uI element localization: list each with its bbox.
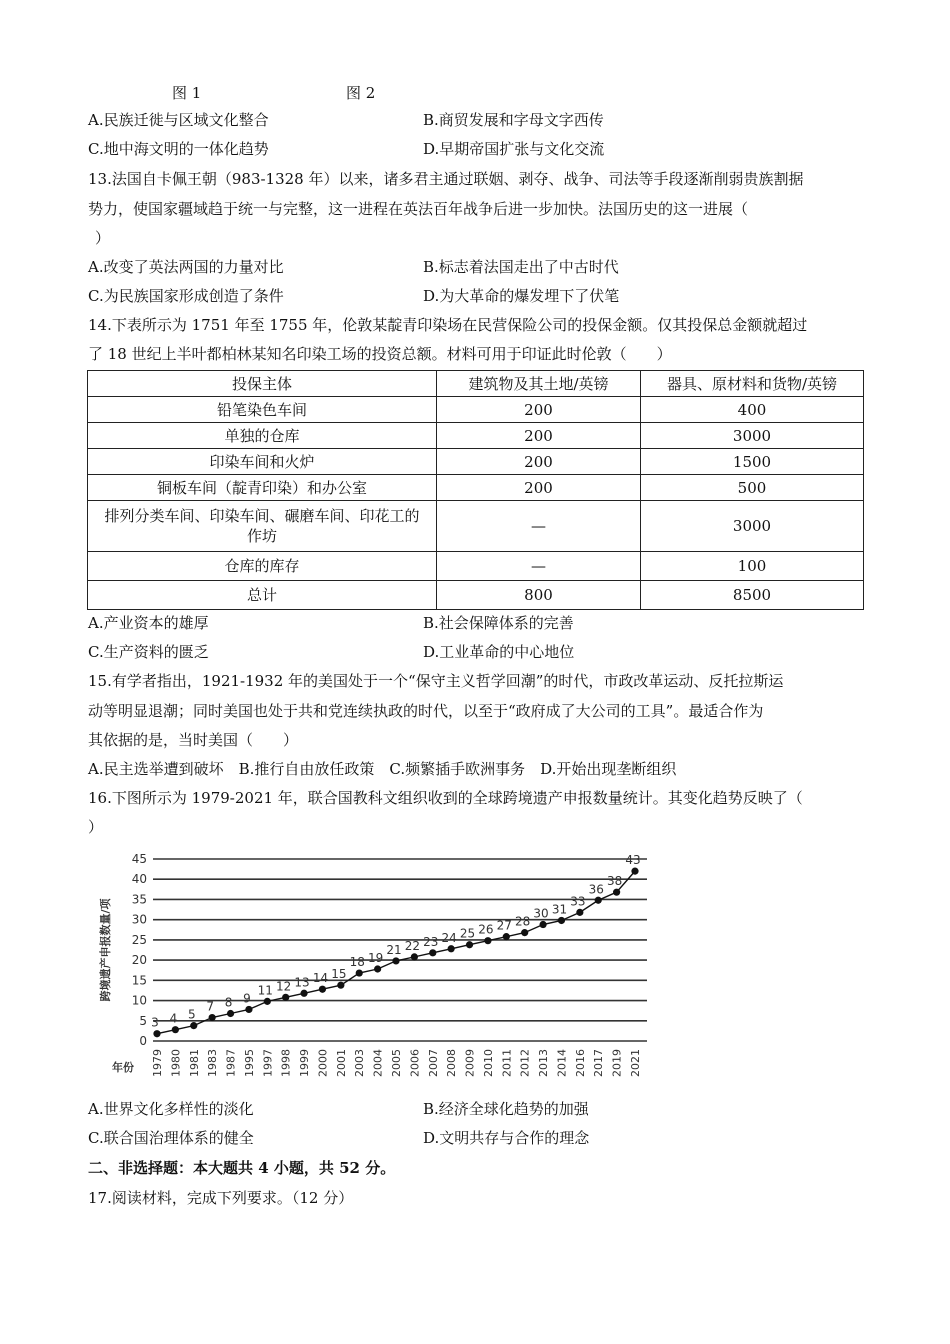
table-cell: 3000	[641, 501, 864, 552]
q12-option-a: A.民族迁徙与区域文化整合	[88, 111, 269, 129]
data-point	[576, 909, 583, 916]
x-tick-label: 1981	[187, 1049, 201, 1077]
data-point	[300, 990, 307, 997]
table-header: 建筑物及其土地/英镑	[437, 371, 641, 397]
figure-2-caption: 图 2	[346, 84, 376, 102]
q14-option-a: A.产业资本的雄厚	[88, 614, 209, 632]
x-tick-label: 1983	[206, 1049, 220, 1077]
data-point	[448, 945, 455, 952]
x-tick-label: 1998	[279, 1049, 293, 1077]
table-cell: 排列分类车间、印染车间、碾磨车间、印花工的作坊	[88, 501, 437, 552]
data-point	[595, 897, 602, 904]
table-cell: —	[437, 552, 641, 581]
data-point	[392, 957, 399, 964]
q15-stem-line-3: 其依据的是，当时美国（ ）	[88, 731, 299, 749]
x-tick-label: 2007	[426, 1049, 440, 1077]
data-label: 28	[515, 914, 531, 929]
table-cell: 总计	[88, 581, 437, 610]
data-point	[190, 1022, 197, 1029]
x-tick-label: 2017	[592, 1049, 606, 1077]
q14-option-b: B.社会保障体系的完善	[423, 614, 574, 632]
data-point	[374, 965, 381, 972]
x-tick-label: 1987	[224, 1049, 238, 1077]
table-cell: 仓库的库存	[88, 552, 437, 581]
y-tick-label: 15	[131, 973, 147, 988]
section-2-heading: 二、非选择题：本大题共 4 小题，共 52 分。	[88, 1159, 396, 1177]
data-label: 9	[243, 991, 251, 1006]
table-row	[88, 423, 864, 449]
q13-option-a: A.改变了英法两国的力量对比	[88, 258, 284, 276]
data-point	[503, 933, 510, 940]
data-point	[558, 917, 565, 924]
data-point	[356, 969, 363, 976]
table-cell: 100	[641, 552, 864, 581]
table-cell: 200	[437, 397, 641, 423]
data-point	[613, 889, 620, 896]
data-point	[466, 941, 473, 948]
table-cell: 1500	[641, 449, 864, 475]
data-label: 11	[257, 983, 273, 998]
data-label: 30	[533, 906, 549, 921]
y-tick-label: 0	[139, 1034, 147, 1048]
figure-1-caption: 图 1	[172, 84, 202, 102]
q12-option-b: B.商贸发展和字母文字西传	[423, 111, 604, 129]
table-row	[88, 581, 864, 610]
x-tick-label: 2016	[573, 1049, 587, 1077]
y-tick-label: 45	[131, 852, 147, 866]
x-tick-label: 1995	[242, 1049, 256, 1077]
q13-option-b: B.标志着法国走出了中古时代	[423, 258, 619, 276]
x-tick-label: 2010	[481, 1049, 495, 1077]
data-label: 25	[459, 926, 476, 941]
x-tick-label: 2014	[555, 1049, 569, 1077]
data-point	[539, 921, 546, 928]
table-cell: 200	[437, 475, 641, 501]
table-cell: 800	[437, 581, 641, 610]
data-label: 31	[551, 902, 568, 917]
table-cell: 单独的仓库	[88, 423, 437, 449]
x-tick-label: 2009	[463, 1049, 477, 1077]
data-label: 36	[588, 882, 604, 897]
data-label: 43	[625, 853, 641, 868]
x-tick-label: 2003	[353, 1049, 367, 1077]
table-header: 投保主体	[88, 371, 437, 397]
q13-stem-line-3: ）	[95, 229, 111, 247]
data-point	[484, 937, 491, 944]
data-label: 4	[169, 1011, 178, 1026]
data-label: 24	[441, 930, 457, 945]
x-tick-label: 2021	[629, 1049, 642, 1077]
x-tick-label: 2005	[390, 1049, 403, 1077]
y-axis-label: 跨境遗产申报数量/项	[99, 898, 112, 1002]
data-label: 3	[151, 1015, 159, 1030]
x-tick-label: 1999	[298, 1049, 312, 1077]
data-point	[411, 953, 418, 960]
y-tick-label: 25	[131, 932, 147, 947]
x-tick-label: 2012	[518, 1049, 532, 1077]
data-point	[153, 1030, 160, 1037]
x-axis-label: 年份	[112, 1061, 134, 1074]
table-cell: 3000	[641, 423, 864, 449]
q13-stem-line-1: 13.法国自卡佩王朝（983-1328 年）以来，诸多君主通过联姻、剥夺、战争、司法等手段逐渐削弱贵族割据	[88, 170, 804, 188]
q16-stem-line-2: ）	[88, 818, 104, 836]
y-tick-label: 30	[131, 912, 147, 927]
q16-option-d: D.文明共存与合作的理念	[423, 1129, 590, 1147]
y-tick-label: 5	[139, 1013, 147, 1028]
data-point	[172, 1026, 179, 1033]
heritage-chart-svg	[95, 845, 655, 1085]
x-tick-label: 2013	[537, 1049, 551, 1077]
table-header: 器具、原材料和货物/英镑	[641, 371, 864, 397]
x-tick-label: 1979	[151, 1049, 164, 1077]
q16-option-c: C.联合国治理体系的健全	[88, 1129, 254, 1147]
x-tick-label: 2008	[445, 1049, 459, 1077]
table-cell: —	[437, 501, 641, 552]
x-tick-label: 2001	[334, 1049, 348, 1077]
data-label: 15	[331, 967, 347, 982]
x-tick-label: 2000	[316, 1049, 330, 1077]
data-point	[631, 868, 638, 875]
data-label: 22	[404, 938, 421, 953]
y-tick-label: 40	[131, 872, 147, 887]
table-row	[88, 475, 864, 501]
q12-option-c: C.地中海文明的一体化趋势	[88, 140, 269, 158]
data-point	[282, 994, 289, 1001]
data-label: 19	[367, 951, 384, 966]
data-point	[521, 929, 528, 936]
x-tick-label: 2006	[408, 1049, 422, 1077]
x-tick-label: 2019	[610, 1049, 624, 1077]
q14-stem-line-1: 14.下表所示为 1751 年至 1755 年，伦敦某靛青印染场在民营保险公司的投保金额。仅其投保总金额就超过	[88, 316, 808, 334]
data-label: 8	[224, 995, 233, 1010]
data-point	[209, 1014, 216, 1021]
data-label: 14	[312, 971, 329, 986]
table-row	[88, 397, 864, 423]
data-point	[245, 1006, 252, 1013]
data-point	[319, 986, 326, 993]
data-point	[264, 998, 271, 1005]
q15-stem-line-2: 动等明显退潮；同时美国也处于共和党连续执政的时代，以至于“政府成了大公司的工具”。最适合作为	[88, 702, 764, 720]
q17-stem: 17.阅读材料，完成下列要求。（12 分）	[88, 1189, 354, 1207]
q14-option-c: C.生产资料的匮乏	[88, 643, 209, 661]
table-row	[88, 501, 864, 552]
data-point	[227, 1010, 234, 1017]
data-label: 33	[570, 894, 586, 909]
q16-option-b: B.经济全球化趋势的加强	[423, 1100, 589, 1118]
q16-stem-line-1: 16.下图所示为 1979-2021 年，联合国教科文组织收到的全球跨境遗产申报数量统计。其变化趋势反映了（	[88, 789, 803, 807]
q16-option-a: A.世界文化多样性的淡化	[88, 1100, 254, 1118]
data-point	[337, 982, 344, 989]
data-label: 21	[386, 942, 402, 957]
q15-options: A.民主选举遭到破坏 B.推行自由放任政策 C.频繁插手欧洲事务 D.开始出现垄断组织	[88, 760, 677, 778]
data-label: 5	[187, 1007, 196, 1022]
q13-stem-line-2: 势力，使国家疆域趋于统一与完整，这一进程在英法百年战争后进一步加快。法国历史的这一进展（	[88, 200, 749, 218]
y-tick-label: 10	[131, 993, 147, 1008]
q15-stem-line-1: 15.有学者指出，1921-1932 年的美国处于一个“保守主义哲学回潮”的时代，市政改革运动、反托拉斯运	[88, 672, 784, 690]
data-label: 12	[276, 979, 292, 994]
data-label: 26	[478, 922, 494, 937]
data-label: 7	[206, 999, 214, 1014]
table-cell: 500	[641, 475, 864, 501]
q13-option-d: D.为大革命的爆发埋下了伏笔	[423, 287, 620, 305]
x-tick-label: 2004	[371, 1049, 385, 1077]
x-tick-label: 1980	[169, 1049, 183, 1077]
data-label: 23	[423, 934, 439, 949]
x-tick-label: 2011	[500, 1049, 514, 1077]
table-cell: 印染车间和火炉	[88, 449, 437, 475]
table-row	[88, 552, 864, 581]
table-cell: 铜板车间（靛青印染）和办公室	[88, 475, 437, 501]
q14-stem-line-2: 了 18 世纪上半叶都柏林某知名印染工场的投资总额。材料可用于印证此时伦敦（ ）	[88, 345, 672, 363]
data-point	[429, 949, 436, 956]
x-tick-label: 1997	[261, 1049, 275, 1077]
table-cell: 200	[437, 449, 641, 475]
table-cell: 400	[641, 397, 864, 423]
table-cell: 铅笔染色车间	[88, 397, 437, 423]
q14-option-d: D.工业革命的中心地位	[423, 643, 575, 661]
data-label: 38	[606, 874, 623, 889]
data-label: 18	[349, 955, 365, 970]
heritage-chart	[95, 845, 655, 1085]
table-cell: 8500	[641, 581, 864, 610]
data-label: 27	[496, 918, 512, 933]
y-tick-label: 35	[131, 892, 147, 907]
insurance-table	[87, 370, 864, 610]
data-label: 13	[294, 975, 310, 990]
q12-option-d: D.早期帝国扩张与文化交流	[423, 140, 605, 158]
y-tick-label: 20	[131, 953, 147, 968]
table-row	[88, 449, 864, 475]
q13-option-c: C.为民族国家形成创造了条件	[88, 287, 284, 305]
table-cell: 200	[437, 423, 641, 449]
